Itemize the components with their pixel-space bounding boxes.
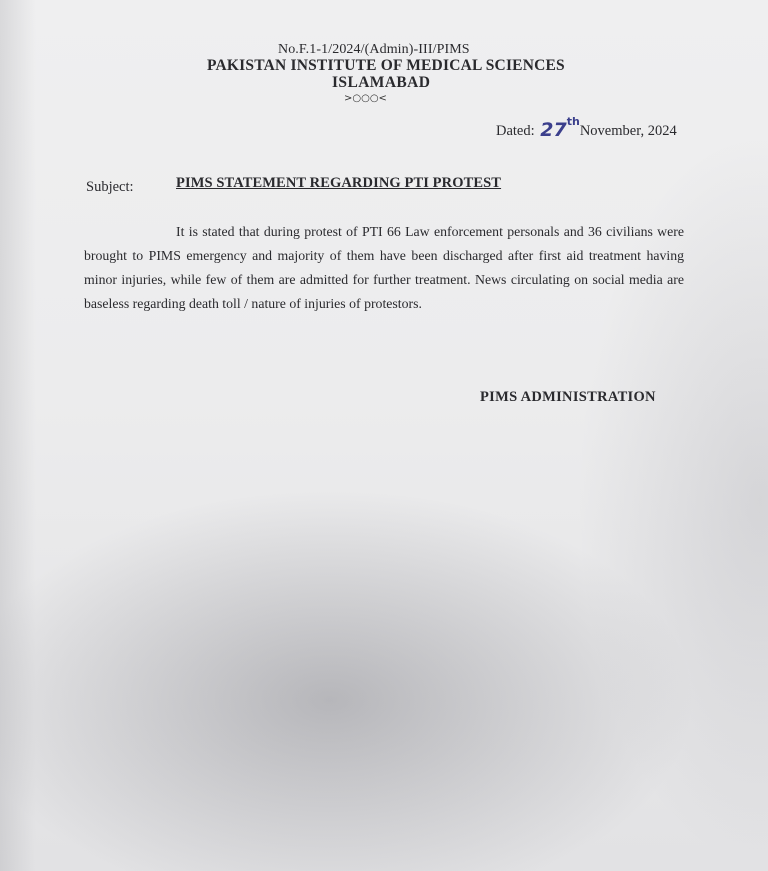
- subject-label: Subject:: [86, 179, 134, 195]
- signature-block: PIMS ADMINISTRATION: [480, 389, 656, 405]
- header-ornament: >○○○<: [344, 93, 387, 104]
- handwritten-day-suffix: th: [566, 115, 580, 128]
- date-label: Dated:: [496, 123, 535, 139]
- date-line: [496, 115, 677, 141]
- city-name: ISLAMABAD: [332, 74, 431, 91]
- handwritten-day: 27: [540, 119, 567, 141]
- institute-name: PAKISTAN INSTITUTE OF MEDICAL SCIENCES: [207, 57, 565, 74]
- subject-text: PIMS STATEMENT REGARDING PTI PROTEST: [176, 175, 502, 191]
- date-month-year: November, 2024: [579, 123, 677, 139]
- statement-body: It is stated that during protest of PTI 66 Law enforcement personals and 36 civilians were brought to PIMS emergency and majority of them have been discharged after first aid treatment having minor injuries, while few of them are admitted for further treatment. News circulating on social media are baseless regarding death toll / nature of injuries of protestors.: [84, 224, 684, 311]
- reference-number: No.F.1-1/2024/(Admin)-III/PIMS: [278, 42, 470, 57]
